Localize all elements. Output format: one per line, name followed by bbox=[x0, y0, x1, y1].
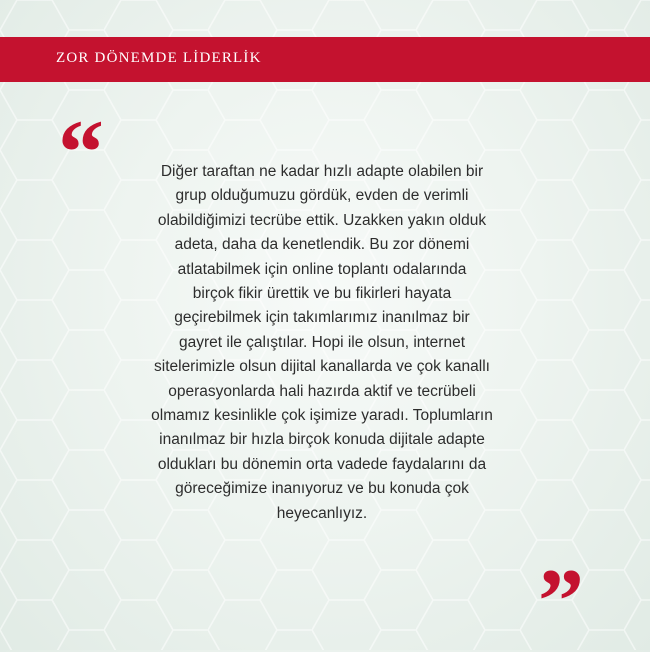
quote-line: Diğer taraftan ne kadar hızlı adapte olabilen bir bbox=[160, 163, 484, 180]
quote-line: olabildiğimizi tecrübe ettik. Uzakken yakın olduk bbox=[157, 211, 487, 229]
open-quote-icon: “ bbox=[58, 101, 104, 203]
quote-line: olmamız kesinlikle çok işimize yaradı. Toplumların bbox=[151, 407, 493, 425]
section-title: ZOR DÖNEMDE LİDERLİK bbox=[56, 50, 262, 66]
close-quote-icon: ” bbox=[538, 550, 584, 652]
quote-line: adeta, daha da kenetlendik. Bu zor dönemi bbox=[174, 236, 470, 254]
quote-line: birçok fikir ürettik ve bu fikirleri hayata bbox=[192, 285, 452, 303]
quote-line: göreceğimize inanıyoruz ve bu konuda çok bbox=[175, 480, 469, 498]
quote-line: sitelerimizle olsun dijital kanallarda ve çok kanallı bbox=[154, 358, 490, 376]
quote-line: oldukları bu dönemin orta vadede faydalarını da bbox=[157, 455, 487, 473]
quote-line: inanılmaz bir hızla birçok konuda dijitale adapte bbox=[159, 431, 485, 449]
header-banner bbox=[0, 37, 650, 82]
quote-line: atlatabilmek için online toplantı odalarında bbox=[177, 260, 467, 278]
quote-line: grup olduğumuzu gördük, evden de verimli bbox=[175, 187, 469, 205]
quote-line: operasyonlarda hali hazırda aktif ve tecrübeli bbox=[168, 382, 476, 400]
quote-line: heyecanlıyız. bbox=[276, 504, 368, 522]
quote-line: gayret ile çalıştılar. Hopi ile olsun, internet bbox=[178, 333, 466, 351]
quote-line: geçirebilmek için takımlarımız inanılmaz bir bbox=[174, 309, 470, 327]
quote-text bbox=[112, 160, 532, 526]
